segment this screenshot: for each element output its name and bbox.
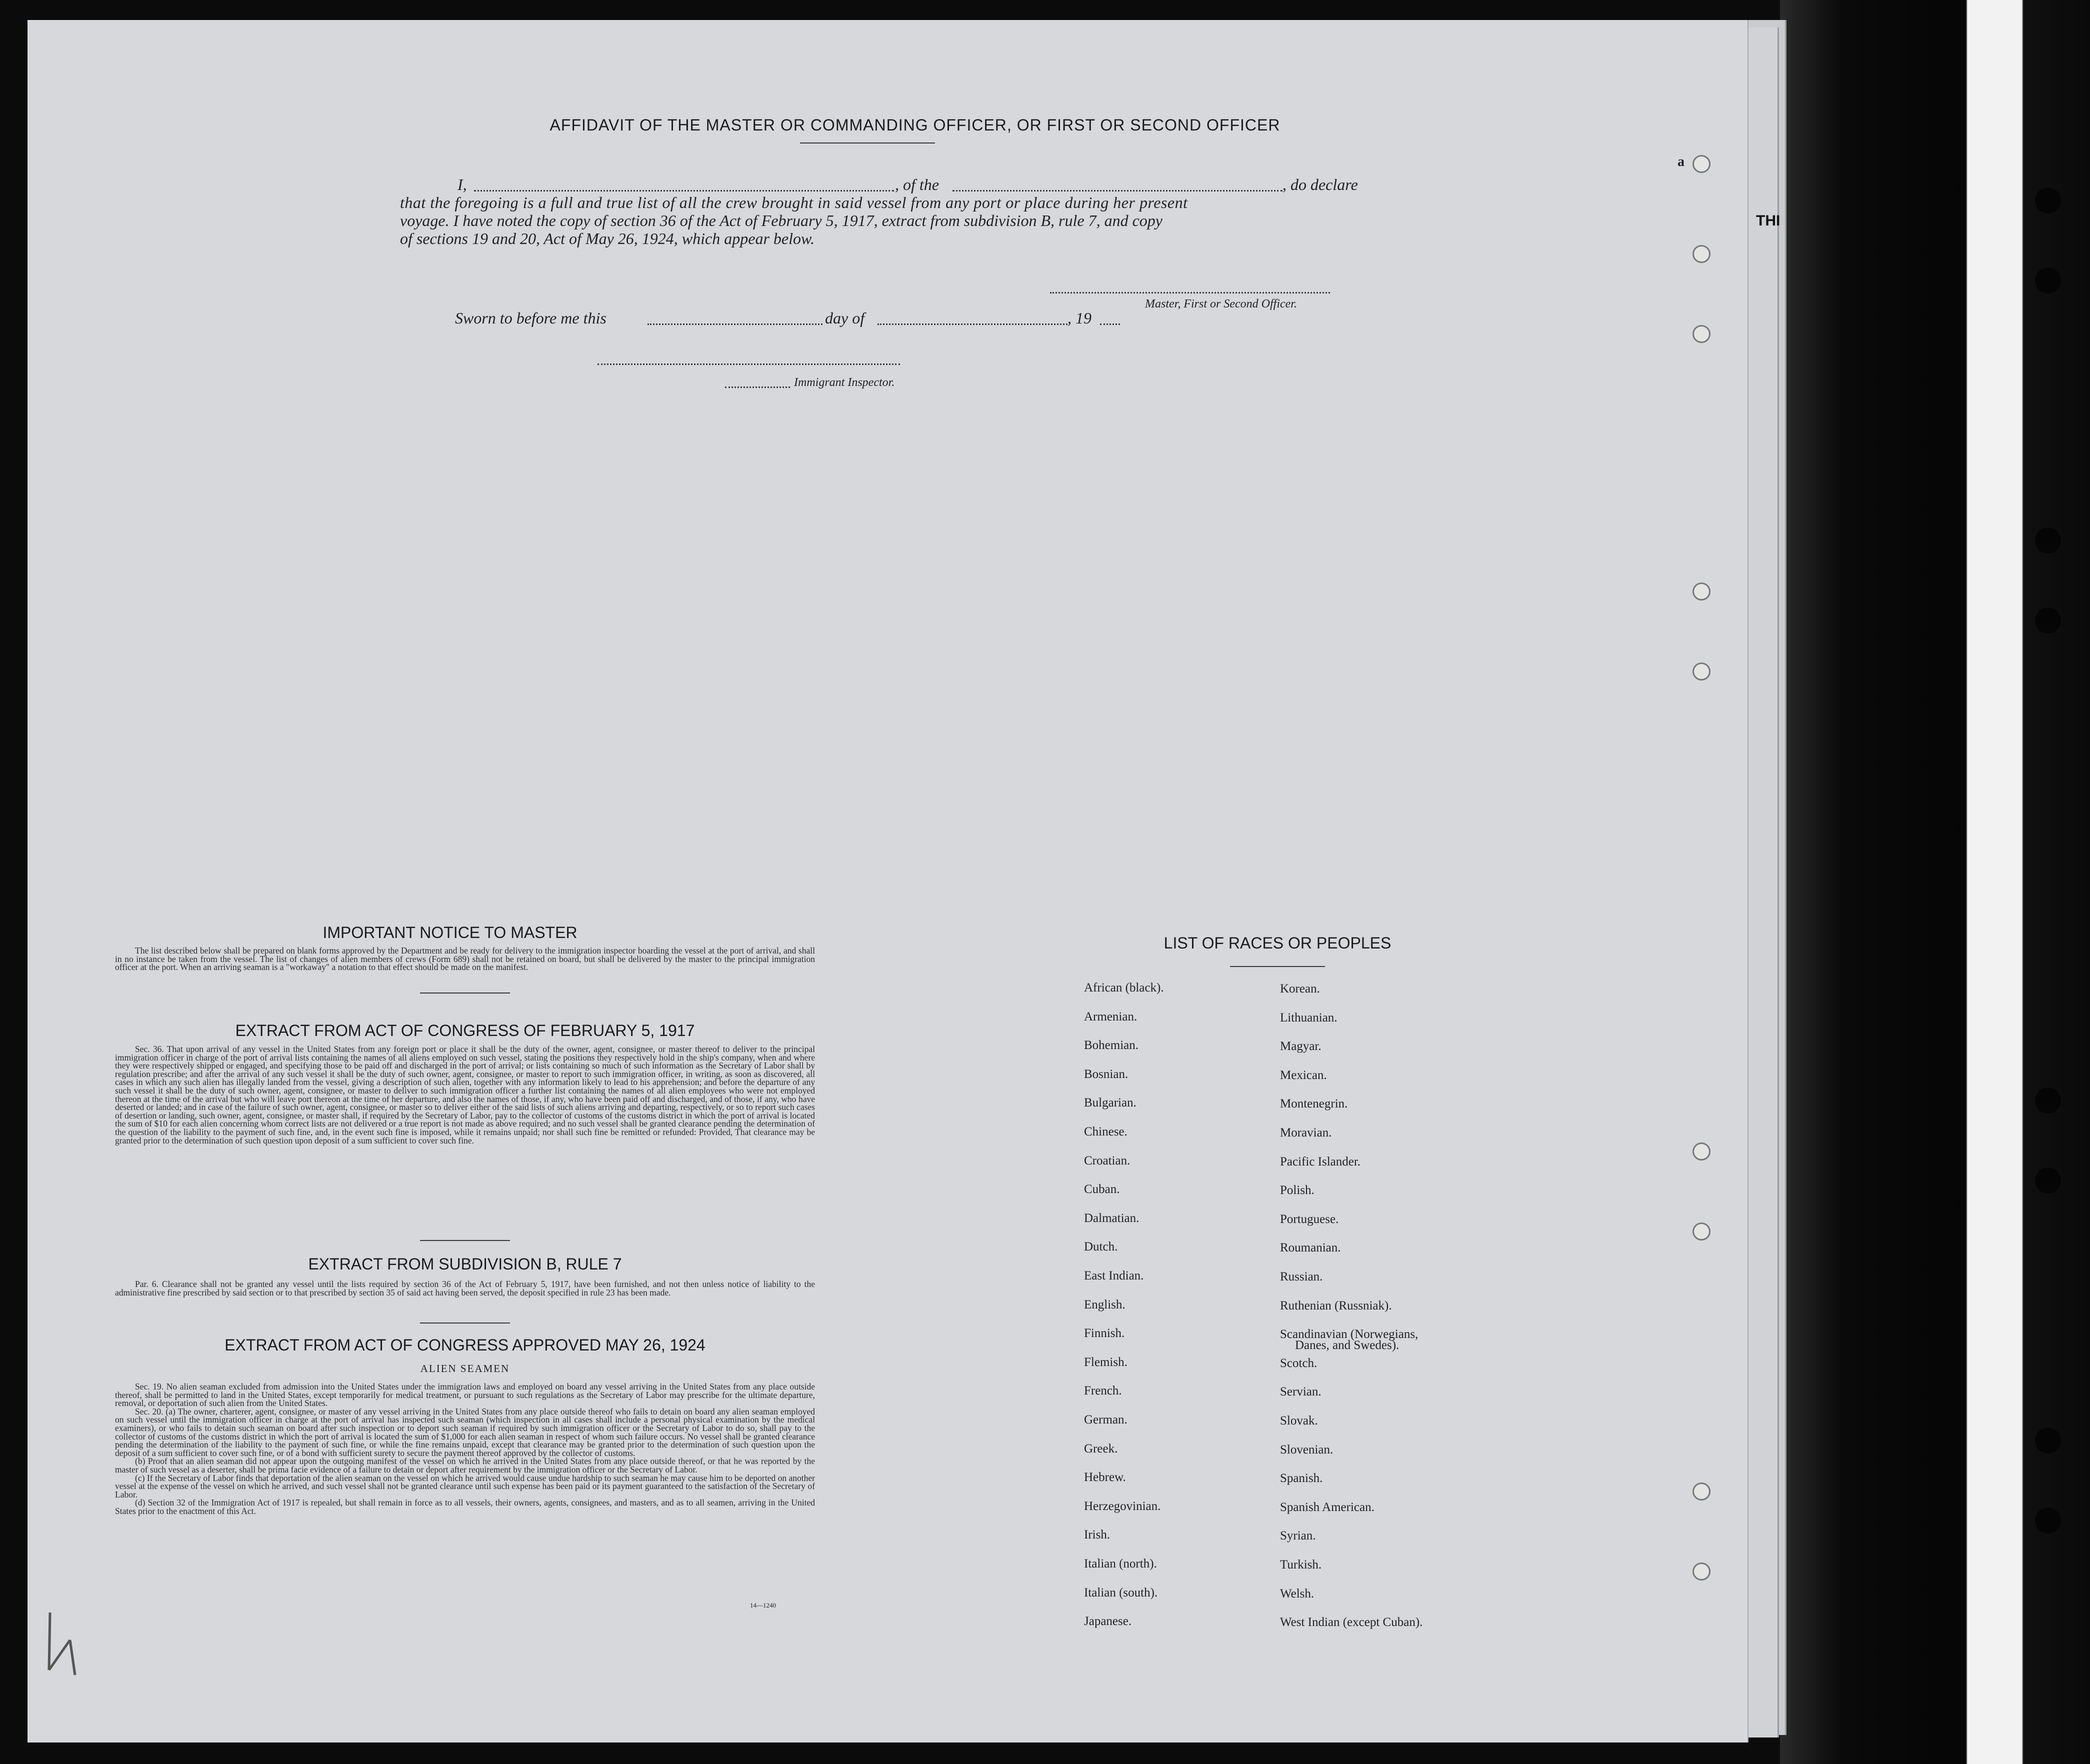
sheet-hole xyxy=(1692,1482,1710,1500)
race-item: Bosnian. xyxy=(1084,1067,1128,1081)
binder-hole xyxy=(2035,1088,2061,1114)
race-item: Spanish. xyxy=(1280,1472,1323,1486)
sheet-hole xyxy=(1692,245,1710,263)
name-blank[interactable] xyxy=(474,190,894,192)
divider xyxy=(420,992,510,994)
race-item: Scandinavian (Norwegians, xyxy=(1280,1328,1418,1342)
binding-margin xyxy=(1780,0,2090,1764)
race-item: Chinese. xyxy=(1084,1125,1128,1138)
affidavit-line-2: that the foregoing is a full and true list of all the crew brought in said vessel from any port or place during her present xyxy=(400,194,1188,212)
binder-hole xyxy=(2035,528,2061,554)
extract-1917-body xyxy=(115,1045,815,1144)
race-item: Polish. xyxy=(1280,1184,1314,1198)
sworn-prefix: Sworn to before me this xyxy=(455,309,606,327)
year-prefix: , 19 xyxy=(1068,309,1092,327)
race-item: Bohemian. xyxy=(1084,1038,1139,1052)
sworn-line xyxy=(455,308,1155,328)
inspector-label: Immigrant Inspector. xyxy=(794,376,895,389)
race-item: Lithuanian. xyxy=(1280,1010,1338,1024)
affidavit-of-the: , of the xyxy=(895,176,939,194)
race-item: Pacific Islander. xyxy=(1280,1154,1361,1168)
affidavit-title: AFFIDAVIT OF THE MASTER OR COMMANDING OFFICER, OR FIRST OR SECOND OFFICER xyxy=(550,116,1280,134)
month-blank[interactable] xyxy=(878,324,1068,325)
race-item: Spanish American. xyxy=(1280,1500,1374,1514)
par-6-text: Par. 6. Clearance shall not be granted any vessel until the lists required by section 36 of the Act of February 5, 1917, have been furnished, and not then unless notice of liability to the administrative fine prescribed by said section or to that prescribed by section 35 of said act having been served, the deposit specified in rule 23 has been made. xyxy=(115,1279,815,1298)
vessel-blank[interactable] xyxy=(952,190,1282,192)
race-item: Russian. xyxy=(1280,1270,1323,1284)
sheet-hole xyxy=(1692,1562,1710,1580)
binder-hole xyxy=(2035,188,2061,214)
notice-text: The list described below shall be prepared on blank forms approved by the Department and be ready for delivery to the immigration inspector boarding the vessel at the port of arrival, and shall in no instance be taken from the vessel. The list of changes of alien members of crews (Form 689) shall not be retained on board, but shall be delivered by the master to the principal immigration officer at the port. When an arriving seaman is a "workaway" a notation to that effect should be made on the manifest. xyxy=(115,946,815,972)
race-item: Slovenian. xyxy=(1280,1442,1334,1456)
race-item: French. xyxy=(1084,1384,1122,1398)
affidavit-line-4: of sections 19 and 20, Act of May 26, 1924, which appear below. xyxy=(400,230,814,248)
day-blank[interactable] xyxy=(648,324,822,325)
race-item: Flemish. xyxy=(1084,1355,1128,1369)
race-item: Montenegrin. xyxy=(1280,1097,1348,1111)
race-item: West Indian (except Cuban). xyxy=(1280,1616,1423,1630)
race-item: Herzegovinian. xyxy=(1084,1499,1161,1513)
race-item: Irish. xyxy=(1084,1528,1110,1542)
race-item: Roumanian. xyxy=(1280,1241,1341,1255)
race-item: Danes, and Swedes). xyxy=(1295,1338,1400,1352)
divider xyxy=(1230,966,1325,967)
year-blank[interactable] xyxy=(1100,324,1120,325)
binder-hole xyxy=(2035,1428,2061,1454)
sheet-hole xyxy=(1692,1142,1710,1160)
race-item: Portuguese. xyxy=(1280,1212,1339,1226)
extract-rule7-title: EXTRACT FROM SUBDIVISION B, RULE 7 xyxy=(308,1255,622,1273)
edge-mark: a xyxy=(1678,154,1684,170)
day-of: day of xyxy=(825,309,865,327)
race-item: Ruthenian (Russniak). xyxy=(1280,1298,1392,1312)
divider xyxy=(420,1240,510,1241)
race-item: Hebrew. xyxy=(1084,1470,1126,1484)
sheet-hole xyxy=(1692,325,1710,343)
affidavit-declare: , do declare xyxy=(1282,176,1358,194)
extract-1924-title: EXTRACT FROM ACT OF CONGRESS APPROVED MAY 26, 1924 xyxy=(224,1336,706,1354)
sheet-hole xyxy=(1692,155,1710,173)
affidavit-line-3: voyage. I have noted the copy of section 36 of the Act of February 5, 1917, extract from subdivision B, rule 7, and copy xyxy=(400,212,1162,230)
race-item: English. xyxy=(1084,1298,1126,1312)
title-underline xyxy=(800,142,935,144)
binder-hole xyxy=(2035,268,2061,294)
race-item: Japanese. xyxy=(1084,1614,1132,1628)
sec-20b-text: (b) Proof that an alien seaman did not appear upon the outgoing manifest of the vessel on which he arrived in the United States from any place outside thereof, or that he was reported by the master of such vessel as a deserter, shall be prima facie evidence of a failure to detain or deport after requirement by the immigration officer or the Secretary of Labor. xyxy=(115,1456,815,1474)
race-item: Greek. xyxy=(1084,1442,1118,1456)
pencil-mark xyxy=(40,1610,95,1680)
race-item: Bulgarian. xyxy=(1084,1096,1136,1110)
sheet-hole xyxy=(1692,662,1710,680)
extract-rule7-body xyxy=(115,1280,815,1296)
race-item: Moravian. xyxy=(1280,1126,1332,1140)
sheet-hole xyxy=(1692,1222,1710,1240)
race-item: East Indian. xyxy=(1084,1269,1144,1282)
race-item: Italian (north). xyxy=(1084,1557,1157,1570)
race-item: Magyar. xyxy=(1280,1040,1322,1054)
race-item: Croatian. xyxy=(1084,1154,1130,1168)
under-page-tab-text: THI xyxy=(1756,212,1780,229)
affidavit-i: I, xyxy=(458,176,467,194)
race-item: Dalmatian. xyxy=(1084,1211,1140,1225)
extract-1917-title: EXTRACT FROM ACT OF CONGRESS OF FEBRUARY 5, 1917 xyxy=(235,1022,695,1040)
races-title: LIST OF RACES OR PEOPLES xyxy=(1164,934,1392,952)
alien-seamen-subtitle: ALIEN SEAMEN xyxy=(420,1362,510,1374)
race-item: Scotch. xyxy=(1280,1356,1318,1370)
inspector-signature-blank[interactable] xyxy=(598,364,900,365)
race-item: Mexican. xyxy=(1280,1068,1327,1082)
race-item: Cuban. xyxy=(1084,1182,1120,1196)
binder-hole xyxy=(2035,608,2061,634)
race-item: Italian (south). xyxy=(1084,1586,1158,1600)
race-item: German. xyxy=(1084,1413,1128,1426)
race-item: Welsh. xyxy=(1280,1586,1314,1600)
sec-36-text: Sec. 36. That upon arrival of any vessel in the United States from any foreign port or place it shall be the duty of the owner, agent, consignee, or master thereof to deliver to the principal immigration officer in charge of the port of arrival lists containing the names of all aliens employed on such vessel, stating the positions they respectively hold in the ship's company, when and where they were respectively shipped or engaged, and specifying those to be paid off and discharged in the port of arrival; or lists containing so much of such information as the Secretary of Labor shall by regulation prescribe; and after the arrival of any such vessel it shall be the duty of such owner, agent, consignee, or master to report to such immigration officer, in writing, as soon as discovered, all cases in which any such alien has illegally landed from the vessel, giving a description of such alien, together with any information likely to lead to his apprehension; and before the departure of any such vessel it shall be the duty of such owner, agent, consignee, or master to deliver to such immigration officer a further list containing the names of all alien employees who were not employed thereon at the time of the arrival but who will leave port thereon at the time of her departure, and also the names of those, if any, who have been paid off and discharged, and of those, if any, who have deserted or landed; and in case of the failure of such owner, agent, consignee, or master so to deliver either of the said lists of such aliens arriving and departing, respectively, or so to report such cases of desertion or landing, such owner, agent, consignee, or master shall, if required by the Secretary of Labor, pay to the collector of customs of the customs district in which the port of arrival is located the sum of $10 for each alien concerning whom correct lists are not delivered or a true report is not made as above required; and no such vessel shall be granted clearance pending the determination of the question of the liability to the payment of such fine, and, in the event such fine is imposed, while it remains unpaid; nor shall such fine be remitted or refunded: Provided, That clearance may be granted prior to the determination of such question upon deposit of a sum sufficient to cover such fine. xyxy=(115,1044,815,1146)
form-number: 14—1240 xyxy=(750,1602,776,1609)
sec-19-text: Sec. 19. No alien seaman excluded from admission into the United States under the immigration laws and employed on board any vessel arriving in the United States from any place outside thereof, shall be permitted to land in the United States, except temporarily for medical treatment, or pursuant to such regulations as the Secretary of Labor may prescribe for the ultimate departure, removal, or deportation of such alien from the United States. xyxy=(115,1382,815,1408)
race-item: Finnish. xyxy=(1084,1326,1125,1340)
master-signature-label: Master, First or Second Officer. xyxy=(1145,298,1297,310)
sec-20c-text: (c) If the Secretary of Labor finds that deportation of the alien seaman on the vessel on which he arrived would cause undue hardship to such seaman he may cause him to be deported on another vessel at the expense of the vessel on which he arrived, and such vessel shall not be granted clearance until such expense has been paid or its payment guaranteed to the satisfaction of the Secretary of Labor. xyxy=(115,1472,815,1500)
inspector-lead-dots xyxy=(725,386,790,388)
sheet-hole xyxy=(1692,582,1710,600)
race-item: Syrian. xyxy=(1280,1529,1316,1543)
race-item: Turkish. xyxy=(1280,1558,1322,1572)
extract-1924-body xyxy=(115,1382,815,1516)
notice-title: IMPORTANT NOTICE TO MASTER xyxy=(322,924,578,942)
binder-hole xyxy=(2035,1168,2061,1194)
race-item: Slovak. xyxy=(1280,1414,1318,1428)
sec-20d-text: (d) Section 32 of the Immigration Act of 1917 is repealed, but shall remain in force as to all vessels, their owners, agents, consignees, and masters, and as to all seamen, arriving in the United States prior to the enactment of this Act. xyxy=(115,1498,815,1516)
race-item: Korean. xyxy=(1280,982,1320,996)
notice-body xyxy=(115,946,815,972)
race-item: Servian. xyxy=(1280,1385,1322,1399)
master-signature-blank[interactable] xyxy=(1050,292,1330,294)
race-item: African (black). xyxy=(1084,981,1164,994)
divider xyxy=(420,1322,510,1324)
binder-hole xyxy=(2035,1508,2061,1534)
race-item: Armenian. xyxy=(1084,1010,1138,1024)
race-item: Dutch. xyxy=(1084,1240,1118,1254)
sec-20a-text: Sec. 20. (a) The owner, charterer, agent, consignee, or master of any vessel arriving in the United States from any place outside thereof who fails to detain on board any alien seaman employed on such vessel until the immigration officer in charge at the port of arrival has inspected such seaman (which inspection in all cases shall include a personal physical examination by the medical examiners), or who fails to detain such seaman on board after such inspection or to deport such seaman if required by such immigration officer or the Secretary of Labor to do so, shall pay to the collector of customs of the customs district in which the port of arrival is located the sum of $1,000 for each alien seaman in respect of whom such failure occurs. No vessel shall be granted clearance pending the determination of the liability to the payment of such fine, or while the fine remains unpaid, except that clearance may be granted prior to the determination of such question upon the deposit of a sum sufficient to cover such fine, or of a bond with sufficient surety to secure the payment thereof approved by the collector of customs. xyxy=(115,1406,815,1458)
